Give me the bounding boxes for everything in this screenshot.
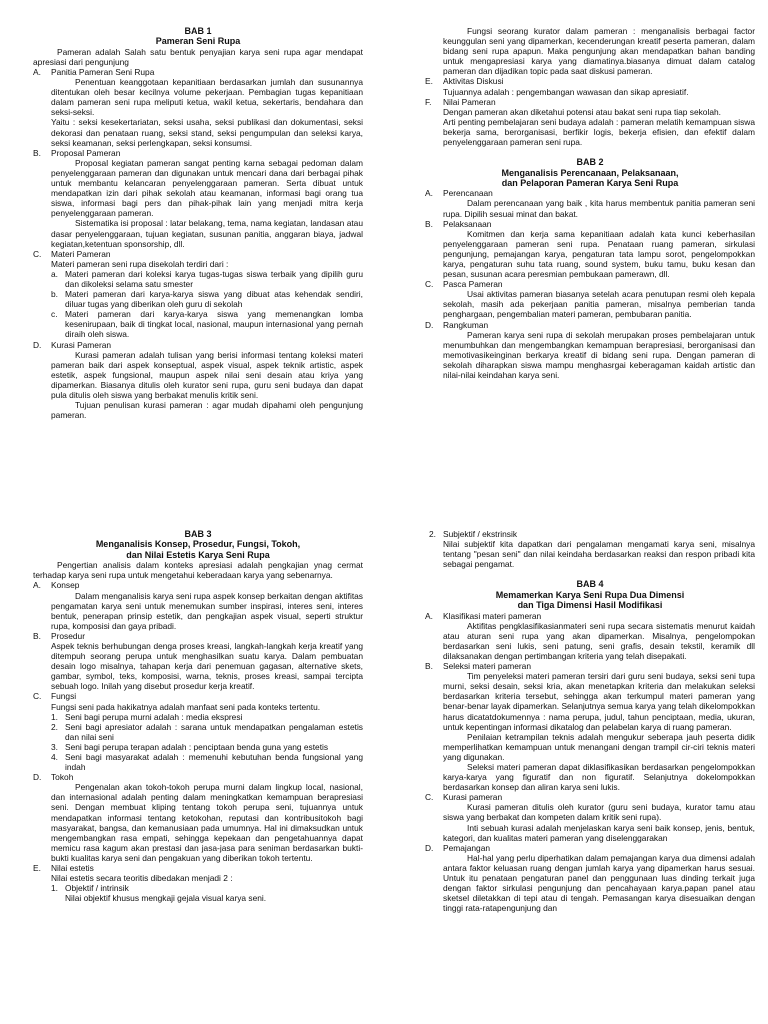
chapter-title: Menganalisis Konsep, Prosedur, Fungsi, Tokoh,: [95, 539, 301, 550]
paragraph: Hal-hal yang perlu diperhatikan dalam pemajangan karya dua dimensi adalah antara faktor keluasan ruang dengan jumlah karya yang dipamerkan harus sesuai. Untuk itu penataan pengaturan panel dan penggunaan luas dinding terkait juga dengan faktor sirkulasi pengunjung dan pencahayaan karya.papan panel atau sketsel diletakkan di tepi atau di tengah. Pemasangan karya disesuaikan dengan tinggi rata-ratapengunjung dan: [443, 852, 755, 914]
section-heading: B. Proposal Pameran: [33, 147, 121, 158]
paragraph: Aktifitas pengklasifikasianmateri seni rupa secara sistematis menurut kaidah atau aturan seni rupa yang akan dipamerkan. Misalnya, pengelompokan berdasarkan seni lukis, seni patung, seni grafis, desain tekstil, keramik dll dilaksanakan dengan pertimbangan kriteria yang telah disepakati.: [443, 620, 755, 661]
chapter-number: BAB 3: [184, 529, 212, 539]
chapter-title: Pameran Seni Rupa: [155, 36, 241, 47]
section-heading: C. Kurasi pameran: [425, 792, 503, 803]
section-heading: C. Fungsi: [33, 691, 77, 702]
paragraph: Fungsi seorang kurator dalam pameran : menganalisis berbagai factor keunggulan seni yang dipamerkan, kecenderungan kreatif peserta pameran, dalam bidang seni rupa apapun. Maka pengunjung akan mendapatkan bahan banding untuk mengapresiasi karya yang diamatinya.biasanya dimuat dalam catalog pameran dan dijadikan topic pada saat diskusi pameran.: [443, 26, 755, 77]
column-bab-2: [425, 26, 755, 380]
paragraph: Dengan pameran akan diketahui potensi atau bakat seni rupa tiap sekolah.: [443, 106, 721, 117]
list-item: 2. Seni bagi apresiator adalah : sarana untuk mendapatkan pengalaman estetis dan nilai seni: [51, 721, 363, 742]
paragraph: Penentuan keanggotaan kepanitiaan berdasarkan jumlah dan susunannya ditentukan oleh besar kecilnya volume pekerjaan. Pembagian tugas kepanitiaan dalam pameran seni rupa meliputi ketua, wakil ketua, sekertaris, bendahara dan seksi-seksi.: [51, 77, 363, 118]
paragraph: Nilai subjektif kita dapatkan dari pengalaman mengamati karya seni, misalnya tentang "pesan seni" dan nilai keindaha berdasarkan reaksi dan respon pribadi kita sebagai pengamat.: [443, 539, 755, 570]
section-heading: F. Nilai Pameran: [425, 96, 496, 107]
section-heading: A. Konsep: [33, 580, 80, 591]
section-heading: C. Materi Pameran: [33, 248, 111, 259]
chapter-title-line-2: dan Tiga Dimensi Hasil Modifikasi: [517, 600, 663, 611]
section-heading: D. Rangkuman: [425, 319, 489, 330]
list-item: 4. Seni bagi masyarakat adalah : memenuhi kebutuhan benda fungsional yang indah: [51, 752, 363, 773]
paragraph: Nilai objektif khusus mengkaji gejala visual karya seni.: [65, 893, 267, 904]
list-item: c. Materi pameran dari karya-karya siswa yang memenangkan lomba kesenirupaan, baik di tingkat local, nasional, maupun internasional yang pernah diraih oleh siswa.: [51, 309, 363, 340]
section-heading: A. Panitia Pameran Seni Rupa: [33, 67, 155, 77]
section-heading: E. Aktivitas Diskusi: [425, 76, 504, 87]
intro-paragraph: Pengertian analisis dalam konteks apresiasi adalah pengkajian ynag cermat terhadap karya seni rupa untuk mengetahui keberadaan karya yang sebenarnya.: [33, 560, 363, 581]
section-heading: D. Tokoh: [33, 772, 74, 783]
paragraph: Fungsi seni pada hakikatnya adalah manfaat seni pada konteks tertentu.: [51, 701, 321, 712]
paragraph: Tim penyeleksi materi pameran tersiri dari guru seni budaya, seksi seni tupa murni, seksi desain, seksi kria, akan menetapkan kriteria dan melakukan seleksi berdasarkan kriteria tersebut, sehingga akan terkumpul materi pameran yang benar-benar layak dipamerkan. Selanjutnya semua karya yang telah dikelompokkan harus dicatatdokumennya : nama perupa, judul, tahun penciptaan, media, ukuran, untuk kepentingan informasi dikatalog dan pelabelan karya di ruang pameran.: [443, 671, 755, 732]
list-item: 3. Seni bagi perupa terapan adalah : penciptaan benda guna yang estetis: [51, 741, 329, 752]
paragraph: Inti sebuah kurasi adalah menjelaskan karya seni baik konsep, jenis, bentuk, kategori, dan kualitas materi pameran yang diselenggarakan: [443, 822, 755, 843]
intro-paragraph: Pameran adalah Salah satu bentuk penyajian karya seni rupa agar mendapat apresiasi dari pengunjung: [33, 46, 363, 67]
section-heading: B. Prosedur: [33, 630, 85, 641]
paragraph: Dalam menganalisis karya seni rupa aspek konsep berkaitan dengan aktifitas pengamatan karya seni untuk menemukan sumber inspirasi, interes seni, interes bentuk, penerapan prinsip estetik, dan pengkajian aspek visual, seperti struktur rupa, komposisi dan gaya pribadi.: [51, 590, 363, 631]
paragraph: Dalam perencanaan yang baik , kita harus membentuk panitia pameran seni rupa. Dipilih sesuai minat dan bakat.: [443, 198, 755, 219]
column-bab-1: [33, 26, 363, 420]
section-heading: E. Nilai estetis: [33, 863, 94, 874]
section-heading: A. Perencanaan: [425, 188, 493, 199]
paragraph: Pameran karya seni rupa di sekolah merupakan proses pembelajaran untuk menumbuhkan dan mengembangkan kemampuan berapresiasi, berorganisasi dan memotivasikeinginan berkarya kreatif di bidang seni rupa. Dengan pameran di sekolah diharapkan siswa mampu menghasrgai keberagaman kaidah artistic dan nilai-nilai keindahan karya seni.: [443, 329, 755, 381]
chapter-title: Menganalisis Perencanaan, Pelaksanaan,: [501, 167, 679, 178]
paragraph: Sistematika isi proposal : latar belakang, tema, nama kegiatan, landasan atau dasar penyelenggaraan, tujuan kegiatan, susunan panitia, anggaran biaya, jadwal kegiatan,ketentuan sponsorship, dll.: [51, 218, 363, 249]
paragraph: Seleksi materi pameran dapat diklasifikasikan berdasarkan pengelompokkan karya-karya yang figuratif dan non figuratif. Selanjutnya dokelompokkan berdasarkan konsep dan aliran karya seni lukis.: [443, 762, 755, 793]
column-bab-3: [33, 529, 363, 903]
section-heading: A. Klasifikasi materi pameran: [425, 610, 542, 621]
paragraph: Proposal kegiatan pameran sangat penting karna sebagai pedoman dalam penyelenggaraan pameran dan digunakan untuk mencari dana dari berbagai pihak untuk membantu kelancaran penyelenggaraan pameran. Serta dibuat untuk mendapatkan izin dari pihak sekolah atau keamanan, informasi bagi orang tua siswa, informasi bagi pers dan pihak-pihak lain yang menjadi mitra kerja penyelenggaraan pameran.: [51, 157, 363, 219]
paragraph: Arti penting pembelajaran seni budaya adalah : pameran melatih kemampuan siswa bekerja sama, berorganisasi, berfikir logis, bekerja efisien, dan efektif dalam penyelenggaraan pameran seni rupa.: [443, 116, 755, 148]
list-item: 1. Objektif / intrinsik: [51, 883, 129, 894]
section-heading: B. Pelaksanaan: [425, 218, 492, 229]
chapter-number: BAB 1: [184, 26, 212, 36]
paragraph: Komitmen dan kerja sama kepanitiaan adalah kata kunci keberhasilan penyelenggaraan pameran seni rupa. Penataan ruang pameran, sirkulasi pengunjung, pemajangan karya, pengaturan tata lampu sorot, pengelompokkan karya, pengaturan suhu tata ruang, sound system, buku tamu, buku kesan dan pesan, susunan acara peresmian pembukaan pamerawn, dll.: [443, 228, 755, 280]
section-heading: D. Pemajangan: [425, 842, 491, 853]
chapter-number: BAB 2: [576, 157, 604, 168]
chapter-number: BAB 4: [576, 579, 604, 590]
section-heading: B. Seleksi materi pameran: [425, 661, 531, 672]
paragraph: Nilai estetis secara teoritis dibedakan menjadi 2 :: [51, 873, 233, 884]
section-heading: D. Kurasi Pameran: [33, 339, 112, 350]
section-heading: C. Pasca Pameran: [425, 279, 503, 290]
paragraph: Aspek teknis berhubungan denga proses kreasi, langkah-langkah kerja kreatif yang ditempuh seorang perupa untuk menghasilkan suatu karya. Dalam pembuatan desain logo misalnya, tahapan kerja dari penemuan gagasan, alternative skets, gambar, symbol, teks, komposisi, warna, teknis, proses kreasi, sampai tercipta sebuah logo. Inilah yang disebut prosedur kerja kreatif.: [51, 640, 363, 692]
paragraph: Yaitu : seksi kesekertariatan, seksi usaha, seksi publikasi dan dokumentasi, seksi dekorasi dan penataan ruang, seksi stand, seksi pengumpulan dan seleksi karya, seksi keamanan, seksi perlengkapan, seksi konsumsi.: [51, 117, 363, 148]
list-item: 1. Seni bagi perupa murni adalah : media ekspresi: [51, 711, 243, 722]
chapter-title-line-2: dan Nilai Estetis Karya Seni Rupa: [126, 549, 270, 560]
paragraph: Penilaian ketrampilan teknis adalah mengukur seberapa jauh peserta didik memperlihatkan kemampuan untuk menangani dengan trampil cir-ciri teknis materi yang digunakan.: [443, 731, 755, 762]
list-item: b. Materi pameran dari karya-karya siswa yang dibuat atas kehendak sendiri, diluar tugas yang diberikan oleh guru di sekolah: [51, 289, 363, 310]
paragraph: Tujuannya adalah : pengembangan wawasan dan sikap apresiatif.: [443, 86, 689, 97]
paragraph: Kurasi pameran ditulis oleh kurator (guru seni budaya, kurator tamu atau siswa yang berbakat dan kompeten dalam kritik seni rupa).: [443, 802, 755, 823]
paragraph: Tujuan penulisan kurasi pameran : agar mudah dipahami oleh pengunjung pameran.: [51, 400, 363, 421]
list-item: a. Materi pameran dari koleksi karya tugas-tugas siswa terbaik yang dipilih guru dan dikoleksi selama satu smester: [51, 268, 363, 289]
paragraph: Materi pameran seni rupa disekolah terdiri dari :: [51, 258, 229, 269]
paragraph: Kurasi pameran adalah tulisan yang berisi informasi tentang koleksi materi pameran baik dari aspek konseptual, aspek visual, aspek teknik artistic, aspek estetik, aspek fungsional, maupun aspek nilai seni desain atau kriya yang dipamerkan. Biasanya ditulis oleh kurator seni rupa, guru seni budaya dan dapat pula ditulis oleh siswa yang berbakat menulis kritik seni.: [51, 349, 363, 400]
column-bab-4: [425, 529, 755, 913]
list-item: 2. Subjektif / ekstrinsik: [429, 529, 518, 539]
paragraph: Usai aktivitas pameran biasanya setelah acara penutupan resmi oleh kepala sekolah, masih ada pekerjaan panitia pameran, misalnya pemberian tanda penghargaan, pengembalian materi pameran, pembubaran panitia.: [443, 289, 755, 320]
chapter-title-line-2: dan Pelaporan Pameran Karya Seni Rupa: [501, 177, 679, 188]
paragraph: Pengenalan akan tokoh-tokoh perupa murni dalam lingkup local, nasional, dan internasional adalah penting dalam meningkatkan kemampuan berapresiasi seni. Dengan membuat kliping tentang tokoh perupa seni, tujuannya untuk mendapatkan informasi tentang ketokohan, reputasi dan kontribusitokoh bagi masyarakat, bangsa, dan kemanusiaan pada umumnya. Hal ini dimaksudkan untuk mengembangkan rasa empati, sehingga kepekaan dan pengetahuannya dapat memicu rasa kagum akan prestasi dan jasa-jasa para seniman berdasarkan bukti-bukti kualitas karya seni dan pengakuan yang diberikan tokoh tertentu.: [51, 782, 363, 863]
chapter-title: Memamerkan Karya Seni Rupa Dua Dimensi: [495, 589, 685, 600]
